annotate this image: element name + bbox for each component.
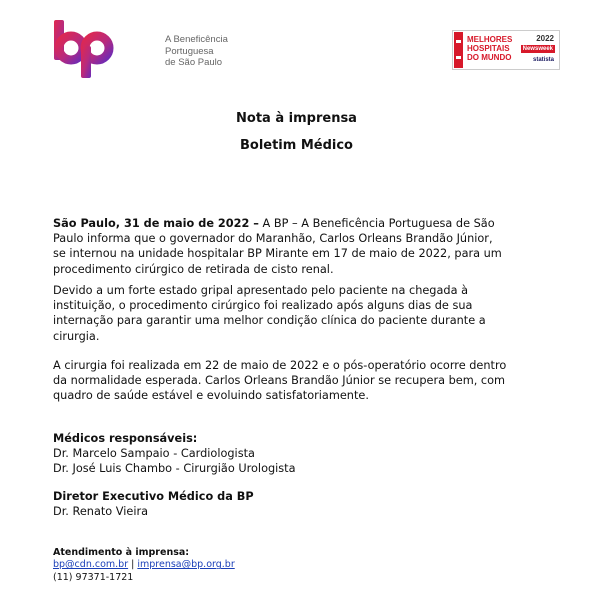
paragraph-line: Devido a um forte estado gripal apresentado pelo paciente na chegada à: [53, 284, 469, 297]
org-name-line: de São Paulo: [165, 57, 223, 68]
press-heading: Atendimento à imprensa:: [53, 547, 190, 558]
paragraph-line: A cirurgia foi realizada em 22 de maio de 2022 e o pós-operatório ocorre dentro: [53, 359, 507, 372]
medicos-heading: Médicos responsáveis:: [53, 432, 198, 445]
paragraph-2: [53, 283, 553, 344]
dateline: São Paulo, 31 de maio de 2022 –: [53, 217, 259, 230]
medico-item: Dr. José Luis Chambo - Cirurgião Urologista: [53, 462, 296, 475]
award-stripe-icon: [454, 32, 463, 68]
paragraph-line: quadro de saúde estável e evoluindo satisfatoriamente.: [53, 389, 369, 403]
award-partner: statista: [532, 57, 554, 63]
paragraph-line: se internou na unidade hospitalar BP Mirante em 17 de maio de 2022, para um: [53, 247, 502, 261]
medico-item: Dr. Marcelo Sampaio - Cardiologista: [53, 447, 255, 460]
document-title: Nota à imprensa: [236, 111, 357, 126]
paragraph-line: cirurgia.: [53, 329, 100, 343]
paragraph-line: internação para garantir uma melhor condição clínica do paciente durante a: [53, 314, 486, 328]
org-name: [165, 34, 228, 69]
award-title: [467, 35, 525, 62]
award-title-line: HOSPITAIS: [467, 44, 510, 53]
diretor-name: Dr. Renato Vieira: [53, 505, 149, 518]
award-publisher: Newsweek: [522, 46, 553, 52]
award-title-line: DO MUNDO: [467, 53, 512, 62]
press-email-link-2[interactable]: imprensa@bp.org.br: [137, 559, 235, 571]
paragraph-text: A BP – A Beneficência Portuguesa de São: [258, 217, 495, 230]
paragraph-line: da normalidade esperada. Carlos Orleans Brandão Júnior se recupera bem, com: [53, 374, 506, 388]
press-links: [53, 559, 235, 571]
press-contact: [53, 547, 235, 584]
org-name-line: A Beneficência: [165, 34, 228, 45]
press-email-link-1[interactable]: bp@cdn.com.br: [53, 559, 129, 571]
paragraph-line: instituição, o procedimento cirúrgico foi realizado após alguns dias de sua: [53, 299, 473, 313]
org-name-line: Portuguesa: [165, 45, 214, 57]
diretor-heading: Diretor Executivo Médico da BP: [53, 490, 254, 503]
award-badge: [452, 30, 560, 70]
press-separator: |: [128, 559, 138, 571]
press-phone: (11) 97371-1721: [53, 571, 134, 583]
bp-logo-icon: [52, 18, 116, 80]
paragraph-line: procedimento cirúrgico de retirada de cisto renal.: [53, 262, 334, 276]
award-title-line: MELHORES: [467, 35, 513, 44]
paragraph-line: [53, 216, 553, 231]
paragraph-1: [53, 216, 553, 277]
award-year: 2022: [536, 34, 554, 43]
paragraph-line: Paulo informa que o governador do Maranhão, Carlos Orleans Brandão Júnior,: [53, 232, 493, 246]
document-subtitle: Boletim Médico: [239, 138, 353, 153]
paragraph-3: [53, 358, 553, 404]
